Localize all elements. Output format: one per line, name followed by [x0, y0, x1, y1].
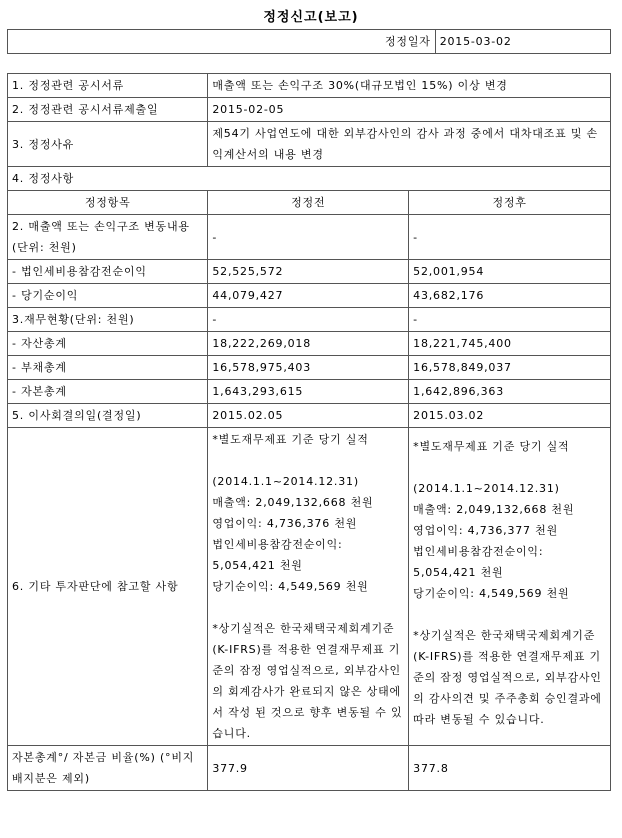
item1-value: 매출액 또는 손익구조 30%(대규모법인 15%) 이상 변경	[208, 74, 611, 98]
after-heading: *별도재무제표 기준 당기 실적	[413, 440, 570, 453]
item2-value: 2015-02-05	[208, 98, 611, 122]
correction-table	[7, 73, 611, 791]
before-note: *상기실적은 한국채택국제회계기준(K-IFRS)를 적용한 연결재무제표 기준의 잠정 영업실적으로, 외부감사인의 회계감사가 완료되지 않은 상태에서 작성 된 것으로 향후 변동될 수 있습니다.	[212, 622, 403, 740]
table-row	[8, 215, 611, 260]
ratio-before: 377.9	[208, 746, 409, 791]
row-after: -	[409, 308, 611, 332]
row-before: 52,525,572	[208, 260, 409, 284]
table-row	[8, 260, 611, 284]
row-before: 44,079,427	[208, 284, 409, 308]
other-info-row	[8, 428, 611, 746]
row-label: 2. 매출액 또는 손익구조 변동내용 (단위: 천원)	[8, 215, 208, 260]
before-net-income: 당기순이익: 4,549,569 천원	[212, 580, 369, 593]
row-after: 52,001,954	[409, 260, 611, 284]
item1-label: 1. 정정관련 공시서류	[8, 74, 208, 98]
row-label: 3.재무현황(단위: 천원)	[8, 308, 208, 332]
row-after: 16,578,849,037	[409, 356, 611, 380]
row-before: 2015.02.05	[208, 404, 409, 428]
ratio-row	[8, 746, 611, 791]
row-after: 2015.03.02	[409, 404, 611, 428]
table-row	[8, 284, 611, 308]
row-before: -	[208, 215, 409, 260]
column-header-before: 정정전	[208, 191, 409, 215]
row-label: - 부채총계	[8, 356, 208, 380]
correction-date-label: 정정일자	[8, 30, 436, 54]
after-pretax-label: 법인세비용참감전순이익:	[413, 545, 544, 558]
after-note: *상기실적은 한국채택국제회계기준(K-IFRS)를 적용한 연결재무제표 기준의 잠정 영업실적으로, 외부감사인의 감사의견 및 주주총회 승인결과에 따라 변동될 수 있습니다.	[413, 629, 607, 726]
item4-label: 4. 정정사항	[8, 167, 611, 191]
before-period: (2014.1.1~2014.12.31)	[212, 475, 359, 488]
row-after: 18,221,745,400	[409, 332, 611, 356]
ratio-after: 377.8	[409, 746, 611, 791]
row-label: - 법인세비용참감전순이익	[8, 260, 208, 284]
row-after: 43,682,176	[409, 284, 611, 308]
row-before: 1,643,293,615	[208, 380, 409, 404]
table-row	[8, 356, 611, 380]
column-header-item: 정정항목	[8, 191, 208, 215]
row-before: -	[208, 308, 409, 332]
column-header-after: 정정후	[409, 191, 611, 215]
after-pretax-value: 5,054,421 천원	[413, 566, 504, 579]
row-label: - 자본총계	[8, 380, 208, 404]
table-row	[8, 404, 611, 428]
before-pretax-label: 법인세비용참감전순이익:	[212, 538, 343, 551]
before-sales: 매출액: 2,049,132,668 천원	[212, 496, 374, 509]
page-title: 정정신고(보고)	[263, 10, 359, 25]
row-label: - 자산총계	[8, 332, 208, 356]
other-info-before	[208, 428, 409, 746]
before-heading: *별도재무제표 기준 당기 실적	[212, 433, 369, 446]
table-row	[8, 380, 611, 404]
after-net-income: 당기순이익: 4,549,569 천원	[413, 587, 570, 600]
item3-value: 제54기 사업연도에 대한 외부감사인의 감사 과정 중에서 대차대조표 및 손익계산서의 내용 변경	[208, 122, 611, 167]
row-before: 16,578,975,403	[208, 356, 409, 380]
before-op-income: 영업이익: 4,736,376 천원	[212, 517, 358, 530]
row-before: 18,222,269,018	[208, 332, 409, 356]
other-info-after	[409, 428, 611, 746]
table-row	[8, 332, 611, 356]
after-op-income: 영업이익: 4,736,377 천원	[413, 524, 558, 537]
table-row	[8, 308, 611, 332]
correction-date-value: 2015-03-02	[435, 30, 610, 54]
row-label: - 당기순이익	[8, 284, 208, 308]
after-period: (2014.1.1~2014.12.31)	[413, 482, 560, 495]
before-pretax-value: 5,054,421 천원	[212, 559, 303, 572]
row-label: 5. 이사회결의일(결정일)	[8, 404, 208, 428]
row-after: 1,642,896,363	[409, 380, 611, 404]
item2-label: 2. 정정관련 공시서류제출일	[8, 98, 208, 122]
after-sales: 매출액: 2,049,132,668 천원	[413, 503, 575, 516]
other-info-label: 6. 기타 투자판단에 참고할 사항	[8, 428, 208, 746]
ratio-label: 자본총계°/ 자본금 비율(%) (°비지배지분은 제외)	[8, 746, 208, 791]
item3-label: 3. 정정사유	[8, 122, 208, 167]
row-after: -	[409, 215, 611, 260]
header-table	[7, 29, 611, 54]
